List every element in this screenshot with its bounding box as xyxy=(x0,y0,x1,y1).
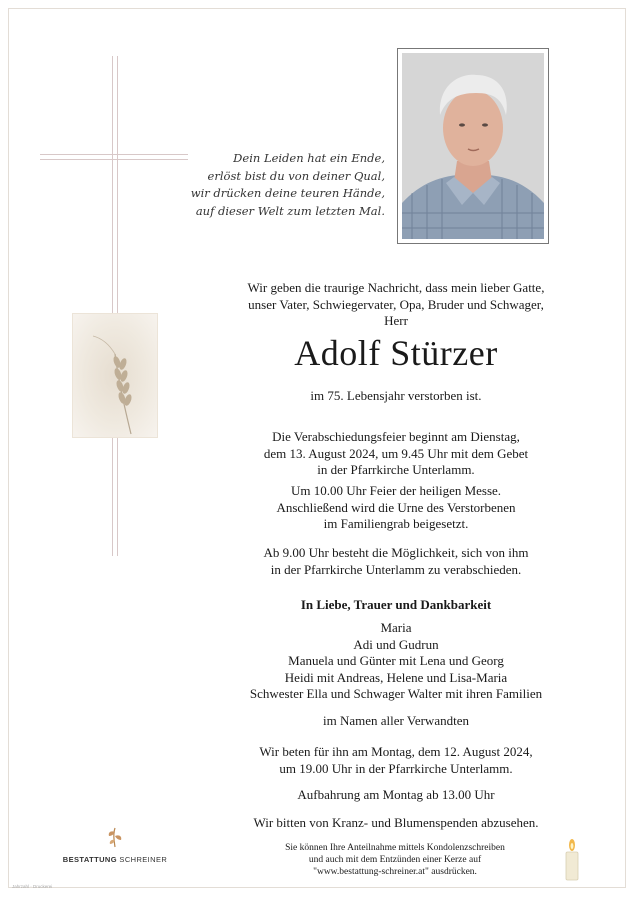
announcement-line: unser Vater, Schwiegervater, Opa, Bruder und Schwager, xyxy=(248,296,544,312)
prayer-line: um 19.00 Uhr in der Pfarrkirche Unterlamm. xyxy=(279,760,513,776)
family-member: Manuela und Günter mit Lena und Georg xyxy=(288,653,504,668)
logo-word-2: SCHREINER xyxy=(119,855,168,864)
mass-line: Anschließend wird die Urne des Verstorbenen xyxy=(276,499,516,515)
family-member: Adi und Gudrun xyxy=(353,636,439,652)
relatives-line: im Namen aller Verwandten xyxy=(323,713,469,728)
farewell-info xyxy=(218,545,574,578)
mass-line: im Familiengrab beigesetzt. xyxy=(323,516,469,531)
online-line: Sie können Ihre Anteilnahme mittels Kondolenzschreiben xyxy=(285,843,505,853)
announcement-line: Herr xyxy=(384,313,408,328)
ceremony-line: in der Pfarrkirche Unterlamm. xyxy=(317,462,475,477)
age-line: im 75. Lebensjahr verstorben ist. xyxy=(310,388,482,403)
print-note: Jahrzahl · Druckerei xyxy=(12,884,53,889)
online-condolence xyxy=(230,842,560,878)
ceremony-info xyxy=(218,429,574,479)
verse-line: erlöst bist du von deiner Qual, xyxy=(207,168,385,183)
prayer-info xyxy=(218,744,574,777)
announcement-line: Wir geben die traurige Nachricht, dass mein lieber Gatte, xyxy=(247,280,545,295)
cross-horizontal-beam xyxy=(40,154,188,160)
announcement xyxy=(218,280,574,330)
ceremony-line: dem 13. August 2024, um 9.45 Uhr mit dem Gebet xyxy=(263,445,529,461)
cross-vertical-beam xyxy=(112,56,118,556)
farewell-line: Ab 9.00 Uhr besteht die Möglichkeit, sich von ihm xyxy=(263,545,529,560)
verse-line: Dein Leiden hat ein Ende, xyxy=(233,151,385,165)
portrait-photo xyxy=(397,48,549,244)
family-member: Maria xyxy=(380,620,412,635)
family-member: Schwester Ella und Schwager Walter mit ihren Familien xyxy=(249,686,543,701)
online-line: "www.bestattung-schreiner.at" ausdrücken. xyxy=(313,867,477,877)
candle-icon xyxy=(562,838,582,882)
deceased-name: Adolf Stürzer xyxy=(294,333,498,373)
flowers-note: Wir bitten von Kranz- und Blumenspenden abzusehen. xyxy=(253,815,539,830)
love-heading: In Liebe, Trauer und Dankbarkeit xyxy=(300,597,492,612)
family-member: Heidi mit Andreas, Helene und Lisa-Maria xyxy=(284,669,508,685)
logo-word-1: BESTATTUNG xyxy=(62,855,117,864)
funeral-home-logo xyxy=(56,826,174,864)
mass-info xyxy=(218,483,574,533)
wheat-ear-image xyxy=(72,313,158,438)
leaf-logo-icon xyxy=(103,826,127,848)
prayer-line: Wir beten für ihn am Montag, dem 12. August 2024, xyxy=(259,744,533,759)
farewell-line: in der Pfarrkirche Unterlamm zu verabschieden. xyxy=(270,561,522,577)
family-list xyxy=(218,620,574,703)
mass-line: Um 10.00 Uhr Feier der heiligen Messe. xyxy=(290,483,502,498)
verse-line: auf dieser Welt zum letzten Mal. xyxy=(195,203,385,218)
memorial-verse xyxy=(180,150,385,220)
ceremony-line: Die Verabschiedungsfeier beginnt am Dienstag, xyxy=(272,429,520,444)
verse-line: wir drücken deine teuren Hände, xyxy=(190,186,385,201)
viewing-info: Aufbahrung am Montag ab 13.00 Uhr xyxy=(297,787,495,802)
online-line: und auch mit dem Entzünden einer Kerze auf xyxy=(308,855,482,865)
